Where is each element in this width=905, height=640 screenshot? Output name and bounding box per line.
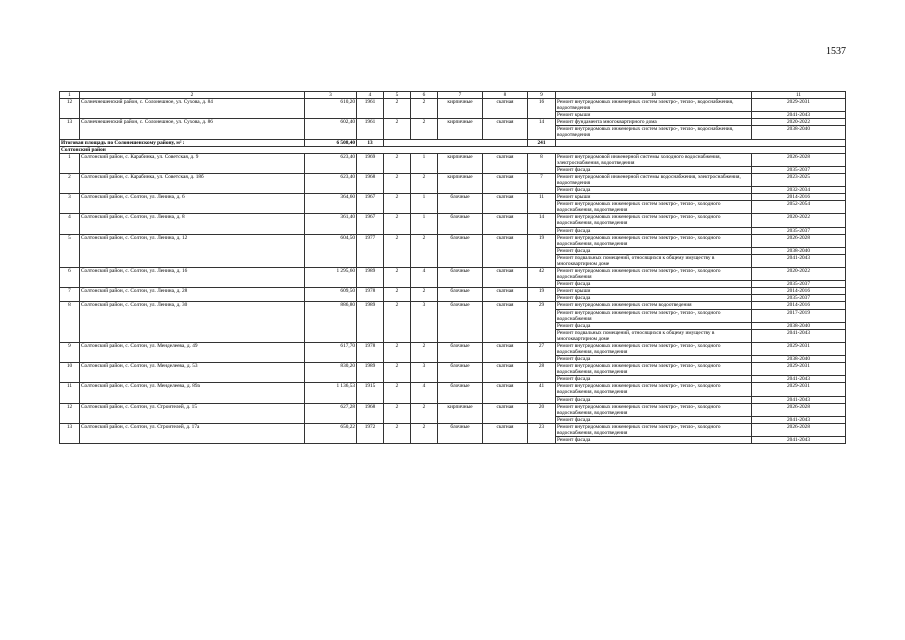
residents-cell: 41 — [528, 383, 556, 403]
period-cell: 2041-2043 — [752, 416, 846, 423]
wall-material-cell: кирпичные — [438, 153, 483, 173]
roof-type-cell: скатная — [483, 423, 528, 443]
work-type-cell: Ремонт внутридомовых инженерных систем электро-, тепло-, холодного водоснабжения, водоотведения — [556, 403, 752, 416]
roof-type-cell: скатная — [483, 153, 528, 173]
area-cell: 361,40 — [305, 214, 357, 234]
roof-type-cell: скатная — [483, 119, 528, 139]
header-cell: 6 — [411, 92, 438, 99]
work-type-cell: Ремонт внутридомовых инженерных систем водоотведения — [556, 302, 752, 309]
year-cell: 1969 — [357, 153, 384, 173]
floors-cell: 2 — [384, 423, 411, 443]
table-row — [60, 153, 846, 166]
address-cell: Солтонский район, с. Солтон, ул. Строителей, д. 15 — [80, 403, 305, 423]
work-type-cell: Ремонт внутридомовых инженерных систем электро-, тепло-, холодного водоснабжения, водоотведения — [556, 383, 752, 396]
period-cell: 2041-2043 — [752, 436, 846, 443]
wall-material-cell: блочные — [438, 423, 483, 443]
work-type-cell: Ремонт внутридомовых инженерных систем электро-, тепло-, водоснабжения, водоотведения — [556, 126, 752, 139]
roof-type-cell: скатная — [483, 99, 528, 119]
address-cell: Солтонский район, с. Карабинка, ул. Советская, д. 9 — [80, 153, 305, 173]
housing-repair-table — [59, 91, 846, 444]
area-cell: 604,50 — [305, 234, 357, 267]
work-type-cell: Ремонт внутридомовых инженерных систем электро-, тепло-, холодного водоснабжения, водоотведения — [556, 363, 752, 376]
roof-type-cell: скатная — [483, 403, 528, 423]
roof-type-cell: скатная — [483, 288, 528, 302]
year-cell: 1989 — [357, 363, 384, 383]
header-cell: 1 — [60, 92, 80, 99]
entrances-cell: 3 — [411, 302, 438, 342]
entrances-cell: 4 — [411, 268, 438, 288]
header-cell: 11 — [752, 92, 846, 99]
period-cell: 2020-2022 — [752, 268, 846, 281]
year-cell: 1978 — [357, 342, 384, 362]
row-number: 12 — [60, 403, 80, 423]
entrances-cell: 2 — [411, 234, 438, 267]
period-cell: 2026-2028 — [752, 423, 846, 436]
row-number: 11 — [60, 383, 80, 403]
residents-cell: 11 — [528, 194, 556, 214]
row-number: 3 — [60, 194, 80, 214]
residents-cell: 20 — [528, 403, 556, 423]
address-cell: Солтонский район, с. Солтон, ул. Строителей, д. 17а — [80, 423, 305, 443]
area-cell: 617,70 — [305, 342, 357, 362]
wall-material-cell: блочные — [438, 383, 483, 403]
work-type-cell: Ремонт внутридомовых инженерных систем электро-, тепло-, холодного водоснабжения, водоотведения — [556, 201, 752, 214]
table-row — [60, 234, 846, 247]
work-type-cell: Ремонт фасада — [556, 356, 752, 363]
row-number: 6 — [60, 268, 80, 288]
area-cell: 886,80 — [305, 302, 357, 342]
residents-cell: 14 — [528, 119, 556, 139]
year-cell: 1961 — [357, 119, 384, 139]
work-type-cell: Ремонт фасада — [556, 376, 752, 383]
roof-type-cell: скатная — [483, 194, 528, 214]
row-number: 5 — [60, 234, 80, 267]
area-cell: 830,20 — [305, 363, 357, 383]
table-row — [60, 288, 846, 295]
residents-cell: 23 — [528, 423, 556, 443]
address-cell: Солтонский район, с. Солтон, ул. Менделеева, д. 49 — [80, 342, 305, 362]
entrances-cell: 2 — [411, 423, 438, 443]
period-cell: 2032-2034 — [752, 187, 846, 194]
work-type-cell: Ремонт внутридомовой инженерной системы водоснабжения, электроснабжения, водоотведения — [556, 173, 752, 186]
floors-cell: 2 — [384, 342, 411, 362]
period-cell: 2017-2019 — [752, 309, 846, 322]
address-cell: Солнечнешенский район, с. Солонешное, ул. Сухова, д. 84 — [80, 99, 305, 119]
row-number: 1 — [60, 153, 80, 173]
period-cell: 2038-2040 — [752, 126, 846, 139]
header-cell: 9 — [528, 92, 556, 99]
period-cell: 2041-2043 — [752, 254, 846, 267]
residents-cell: 29 — [528, 302, 556, 342]
area-cell: 1 136,53 — [305, 383, 357, 403]
work-type-cell: Ремонт крыши — [556, 288, 752, 295]
wall-material-cell: блочные — [438, 214, 483, 234]
floors-cell: 2 — [384, 153, 411, 173]
period-cell: 2041-2043 — [752, 112, 846, 119]
roof-type-cell: скатная — [483, 268, 528, 288]
floors-cell: 2 — [384, 363, 411, 383]
address-cell: Солтонский район, с. Солтон, ул. Ленина, д. 16 — [80, 268, 305, 288]
residents-cell: 14 — [528, 214, 556, 234]
empty-cell — [384, 139, 528, 146]
table-row — [60, 403, 846, 416]
section-row — [60, 146, 846, 153]
entrances-cell: 3 — [411, 363, 438, 383]
table-row — [60, 173, 846, 186]
work-type-cell: Ремонт крыши — [556, 194, 752, 201]
roof-type-cell: скатная — [483, 302, 528, 342]
year-cell: 1989 — [357, 268, 384, 288]
period-cell: 2029-2031 — [752, 363, 846, 376]
area-cell: 610,20 — [305, 99, 357, 119]
total-row — [60, 139, 846, 146]
header-cell: 2 — [80, 92, 305, 99]
table-body — [60, 92, 846, 444]
wall-material-cell: блочные — [438, 194, 483, 214]
section-title: Солтонский район — [60, 146, 846, 153]
roof-type-cell: скатная — [483, 234, 528, 267]
year-cell: 1977 — [357, 234, 384, 267]
table-row — [60, 383, 846, 396]
header-cell: 8 — [483, 92, 528, 99]
address-cell: Солтонский район, с. Солтон, ул. Ленина, д. 28 — [80, 288, 305, 302]
year-cell: 1972 — [357, 423, 384, 443]
address-cell: Солтонский район, с. Солтон, ул. Ленина, д. 8 — [80, 214, 305, 234]
area-cell: 1 295,60 — [305, 268, 357, 288]
wall-material-cell: блочные — [438, 288, 483, 302]
roof-type-cell: скатная — [483, 214, 528, 234]
header-cell: 4 — [357, 92, 384, 99]
period-cell: 2020-2022 — [752, 214, 846, 227]
period-cell: 2029-2031 — [752, 99, 846, 112]
entrances-cell: 1 — [411, 194, 438, 214]
area-cell: 609,50 — [305, 288, 357, 302]
table-row — [60, 194, 846, 201]
row-number: 13 — [60, 423, 80, 443]
address-cell: Солтонский район, с. Солтон, ул. Менделеева, д. 53 — [80, 363, 305, 383]
work-type-cell: Ремонт фасада — [556, 322, 752, 329]
work-type-cell: Ремонт внутридомовой инженерной системы холодного водоснабжения, электроснабжения, водоотведения — [556, 153, 752, 166]
floors-cell: 2 — [384, 234, 411, 267]
residents-cell: 27 — [528, 342, 556, 362]
table-row — [60, 119, 846, 126]
work-type-cell: Ремонт внутридомовых инженерных систем электро-, тепло-, водоснабжения, водоотведения — [556, 99, 752, 112]
empty-cell — [556, 139, 846, 146]
work-type-cell: Ремонт крыши — [556, 112, 752, 119]
period-cell: 2041-2043 — [752, 376, 846, 383]
header-cell: 7 — [438, 92, 483, 99]
year-cell: 1915 — [357, 383, 384, 403]
floors-cell: 2 — [384, 302, 411, 342]
residents-cell: 7 — [528, 173, 556, 193]
header-cell: 3 — [305, 92, 357, 99]
row-number: 8 — [60, 302, 80, 342]
year-cell: 1968 — [357, 403, 384, 423]
roof-type-cell: скатная — [483, 363, 528, 383]
wall-material-cell: блочные — [438, 302, 483, 342]
period-cell: 2014-2016 — [752, 302, 846, 309]
work-type-cell: Ремонт внутридомовых инженерных систем электро-, тепло-, холодного водоснабжения — [556, 268, 752, 281]
residents-cell: 19 — [528, 234, 556, 267]
period-cell: 2035-2037 — [752, 227, 846, 234]
total-label: Итоговая площадь по Солонешенскому району, м² : — [60, 139, 305, 146]
period-cell: 2035-2037 — [752, 166, 846, 173]
floors-cell: 2 — [384, 173, 411, 193]
table-row — [60, 423, 846, 436]
address-cell: Солнечнешенский район, с. Солонешное, ул. Сухова, д. 86 — [80, 119, 305, 139]
address-cell: Солтонский район, с. Солтон, ул. Ленина, д. 6 — [80, 194, 305, 214]
period-cell: 2014-2016 — [752, 194, 846, 201]
work-type-cell: Ремонт подвальных помещений, относящихся к общему имуществу в многоквартирном доме — [556, 254, 752, 267]
wall-material-cell: кирпичные — [438, 403, 483, 423]
work-type-cell: Ремонт внутридомовых инженерных систем электро-, тепло-, холодного водоснабжения, водоотведения — [556, 342, 752, 355]
period-cell: 2029-2031 — [752, 342, 846, 355]
entrances-cell: 2 — [411, 288, 438, 302]
row-number: 13 — [60, 119, 80, 139]
row-number: 4 — [60, 214, 80, 234]
page-number: 1537 — [826, 46, 846, 57]
roof-type-cell: скатная — [483, 383, 528, 403]
floors-cell: 2 — [384, 268, 411, 288]
address-cell: Солтонский район, с. Солтон, ул. Менделеева, д. 89а — [80, 383, 305, 403]
wall-material-cell: блочные — [438, 363, 483, 383]
work-type-cell: Ремонт фасада — [556, 281, 752, 288]
work-type-cell: Ремонт фасада — [556, 166, 752, 173]
entrances-cell: 2 — [411, 403, 438, 423]
work-type-cell: Ремонт фасада — [556, 436, 752, 443]
row-number: 2 — [60, 173, 80, 193]
table-row — [60, 99, 846, 112]
wall-material-cell: блочные — [438, 268, 483, 288]
floors-cell: 2 — [384, 288, 411, 302]
entrances-cell: 2 — [411, 173, 438, 193]
period-cell: 2029-2031 — [752, 383, 846, 396]
period-cell: 2014-2016 — [752, 288, 846, 295]
residents-cell: 19 — [528, 288, 556, 302]
total-residents: 241 — [528, 139, 556, 146]
entrances-cell: 2 — [411, 119, 438, 139]
work-type-cell: Ремонт внутридомовых инженерных систем электро-, тепло-, холодного водоснабжения, водоотведения — [556, 214, 752, 227]
period-cell: 2041-2043 — [752, 329, 846, 342]
residents-cell: 16 — [528, 99, 556, 119]
entrances-cell: 4 — [411, 383, 438, 403]
period-cell: 2052-2054 — [752, 201, 846, 214]
year-cell: 1961 — [357, 99, 384, 119]
wall-material-cell: кирпичные — [438, 99, 483, 119]
wall-material-cell: блочные — [438, 342, 483, 362]
work-type-cell: Ремонт фасада — [556, 247, 752, 254]
work-type-cell: Ремонт фасада — [556, 396, 752, 403]
work-type-cell: Ремонт фасада — [556, 416, 752, 423]
entrances-cell: 2 — [411, 342, 438, 362]
floors-cell: 2 — [384, 194, 411, 214]
table-row — [60, 214, 846, 227]
header-cell: 10 — [556, 92, 752, 99]
table-header-row — [60, 92, 846, 99]
floors-cell: 2 — [384, 99, 411, 119]
period-cell: 2026-2028 — [752, 234, 846, 247]
residents-cell: 28 — [528, 363, 556, 383]
year-cell: 1978 — [357, 288, 384, 302]
table-row — [60, 363, 846, 376]
year-cell: 1968 — [357, 173, 384, 193]
wall-material-cell: кирпичные — [438, 119, 483, 139]
period-cell: 2026-2028 — [752, 403, 846, 416]
address-cell: Солтонский район, с. Солтон, ул. Ленина, д. 30 — [80, 302, 305, 342]
total-area: 6 508,40 — [305, 139, 357, 146]
entrances-cell: 2 — [411, 99, 438, 119]
year-cell: 1989 — [357, 302, 384, 342]
floors-cell: 2 — [384, 214, 411, 234]
table-row — [60, 302, 846, 309]
row-number: 7 — [60, 288, 80, 302]
wall-material-cell: блочные — [438, 234, 483, 267]
period-cell: 2020-2022 — [752, 119, 846, 126]
entrances-cell: 1 — [411, 153, 438, 173]
area-cell: 602,40 — [305, 119, 357, 139]
row-number: 12 — [60, 99, 80, 119]
row-number: 10 — [60, 363, 80, 383]
period-cell: 2023-2025 — [752, 173, 846, 186]
work-type-cell: Ремонт фундамента многоквартирного дома — [556, 119, 752, 126]
table-row — [60, 342, 846, 355]
work-type-cell: Ремонт фасада — [556, 295, 752, 302]
entrances-cell: 1 — [411, 214, 438, 234]
address-cell: Солтонский район, с. Карабинка, ул. Советская, д. 18б — [80, 173, 305, 193]
roof-type-cell: скатная — [483, 173, 528, 193]
area-cell: 364,60 — [305, 194, 357, 214]
table-row — [60, 268, 846, 281]
floors-cell: 2 — [384, 383, 411, 403]
area-cell: 650,22 — [305, 423, 357, 443]
area-cell: 627,28 — [305, 403, 357, 423]
work-type-cell: Ремонт внутридомовых инженерных систем электро-, тепло-, холодного водоснабжения, водоотведения — [556, 423, 752, 436]
period-cell: 2026-2028 — [752, 153, 846, 166]
year-cell: 1967 — [357, 194, 384, 214]
residents-cell: 42 — [528, 268, 556, 288]
wall-material-cell: кирпичные — [438, 173, 483, 193]
work-type-cell: Ремонт внутридомовых инженерных систем электро-, тепло-, холодного водоснабжения — [556, 309, 752, 322]
floors-cell: 2 — [384, 403, 411, 423]
work-type-cell: Ремонт внутридомовых инженерных систем электро-, тепло-, холодного водоснабжения, водоотведения — [556, 234, 752, 247]
total-count: 13 — [357, 139, 384, 146]
roof-type-cell: скатная — [483, 342, 528, 362]
residents-cell: 8 — [528, 153, 556, 173]
floors-cell: 2 — [384, 119, 411, 139]
period-cell: 2035-2037 — [752, 295, 846, 302]
work-type-cell: Ремонт фасада — [556, 227, 752, 234]
header-cell: 5 — [384, 92, 411, 99]
year-cell: 1967 — [357, 214, 384, 234]
period-cell: 2041-2043 — [752, 396, 846, 403]
row-number: 9 — [60, 342, 80, 362]
area-cell: 623,40 — [305, 173, 357, 193]
area-cell: 623,40 — [305, 153, 357, 173]
period-cell: 2035-2037 — [752, 281, 846, 288]
period-cell: 2038-2040 — [752, 247, 846, 254]
work-type-cell: Ремонт подвальных помещений, относящихся к общему имуществу в многоквартирном доме — [556, 329, 752, 342]
period-cell: 2038-2040 — [752, 356, 846, 363]
work-type-cell: Ремонт фасада — [556, 187, 752, 194]
address-cell: Солтонский район, с. Солтон, ул. Ленина, д. 12 — [80, 234, 305, 267]
period-cell: 2038-2040 — [752, 322, 846, 329]
